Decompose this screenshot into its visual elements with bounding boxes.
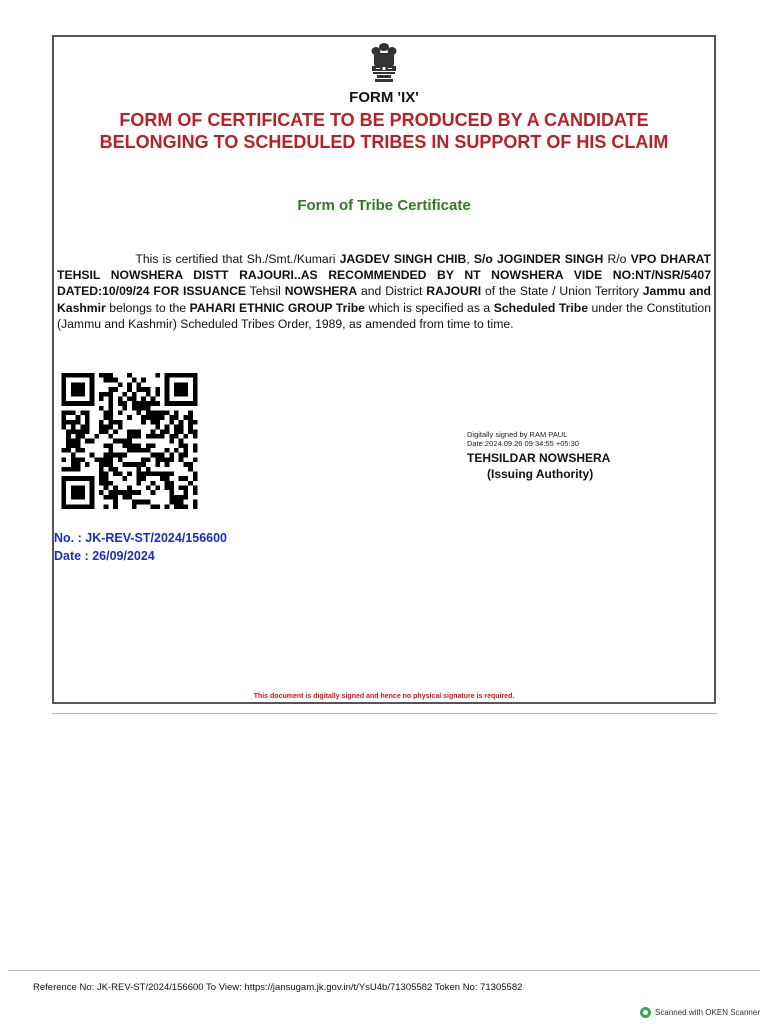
national-emblem-icon	[367, 41, 401, 85]
form-number: FORM 'IX'	[349, 89, 419, 106]
certificate-title: FORM OF CERTIFICATE TO BE PRODUCED BY A CANDIDATE BELONGING TO SCHEDULED TRIBES IN SUPPORT OF HIS CLAIM	[99, 110, 669, 152]
footer-divider	[8, 970, 760, 971]
certificate-date: Date : 26/09/2024	[54, 549, 155, 563]
signature-block	[467, 430, 697, 482]
union-territory: Jammu and Kashmir	[57, 284, 711, 315]
holder-parent: S/o JOGINDER SINGH	[473, 252, 604, 266]
signature-date: Date:2024.09.26 09:34:55 +05:30	[467, 439, 579, 448]
certificate-subtitle: Form of Tribe Certificate	[297, 197, 471, 214]
tribe-category: Scheduled Tribe	[493, 300, 588, 315]
scanner-label: Scanned with OKEN Scanner	[655, 1008, 760, 1017]
holder-name: JAGDEV SINGH CHIB	[339, 252, 467, 266]
holder-address: VPO DHARAT TEHSIL NOWSHERA DISTT RAJOURI..AS RECOMMENDED BY NT NOWSHERA VIDE NO:NT/NSR/5407 DATED:10/09/24 FOR ISSUANCE	[57, 252, 711, 299]
certificate-frame	[52, 35, 716, 704]
qr-code[interactable]	[57, 373, 202, 509]
issuing-authority: TEHSILDAR NOWSHERA	[467, 451, 611, 465]
divider	[52, 713, 717, 714]
scanner-logo-icon	[640, 1007, 651, 1018]
tribe-name: PAHARI ETHNIC GROUP Tribe	[189, 300, 365, 315]
district-name: RAJOURI	[426, 284, 482, 299]
footer-reference: Reference No: JK-REV-ST/2024/156600 To View: https://jansugam.jk.gov.in/t/YsU4b/71305582 Token No: 71305582	[33, 982, 523, 993]
digital-signature-note: This document is digitally signed and hence no physical signature is required.	[253, 693, 515, 700]
tehsil-name: NOWSHERA	[284, 284, 358, 299]
certificate-body: This is certified that Sh./Smt./Kumari JAGDEV SINGH CHIB, S/o JOGINDER SINGH R/o VPO DHARAT TEHSIL NOWSHERA DISTT RAJOURI..AS RECOMMENDED BY NT NOWSHERA VIDE NO:NT/NSR/5407 DATED:10/09/24 FOR ISSUANCE Tehsil NOWSHERA and District RAJOURI of the State / Union Territory Jammu and Kashmir belongs to the PAHARI ETHNIC GROUP Tribe which is specified as a Scheduled Tribe under the Constitution (Jammu and Kashmir) Scheduled Tribes Order, 1989, as amended from time to time.	[57, 252, 711, 331]
digital-signer: Digitally signed by RAM PAUL	[467, 430, 568, 439]
issuing-authority-role: (Issuing Authority)	[487, 467, 594, 481]
certificate-number: No. : JK-REV-ST/2024/156600	[54, 531, 227, 545]
scanner-watermark	[640, 1007, 760, 1018]
